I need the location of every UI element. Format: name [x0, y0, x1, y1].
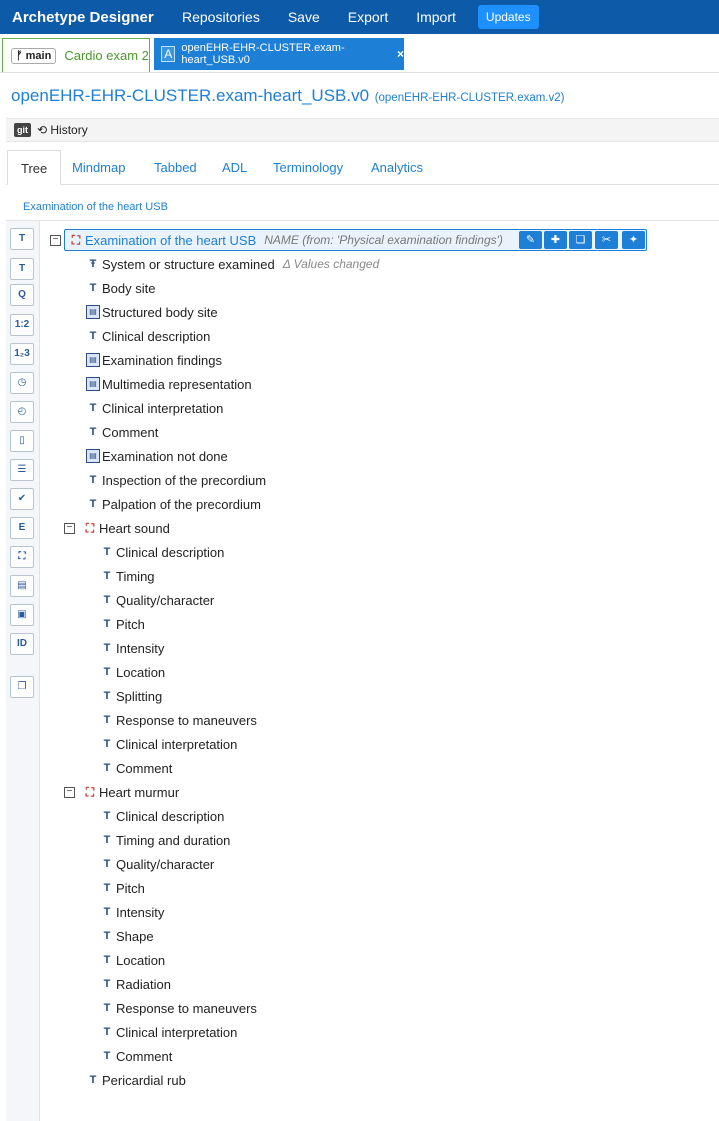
paste-icon: ❐	[17, 681, 27, 692]
proportion-icon: 1:2	[14, 319, 30, 330]
tree-item-label: Radiation	[116, 976, 171, 992]
tree-item[interactable]	[86, 422, 158, 442]
tree-item-label: Examination findings	[102, 352, 222, 368]
cluster-icon: ⛶	[71, 233, 81, 247]
text-icon: T	[103, 714, 111, 726]
tree-item-label: Examination not done	[102, 448, 228, 464]
quantity-icon: Q	[18, 289, 26, 300]
tree-item[interactable]	[100, 758, 172, 778]
text-icon: T	[103, 1050, 111, 1062]
text-icon: T	[103, 762, 111, 774]
repository-name: Cardio exam 2	[64, 48, 149, 63]
tree-item-label: System or structure examined	[102, 256, 275, 272]
multimedia-button[interactable]	[10, 604, 34, 626]
archetype-id: openEHR-EHR-CLUSTER.exam-heart_USB.v0	[11, 86, 370, 105]
tree-item[interactable]	[100, 710, 257, 730]
text-icon: T	[103, 882, 111, 894]
values-changed-note: Δ Values changed	[282, 257, 380, 271]
slot-icon: ▤	[86, 305, 100, 319]
datetime-button[interactable]	[10, 372, 34, 394]
tree-item-label: Inspection of the precordium	[102, 472, 267, 488]
tab-tabbed[interactable]: Tabbed	[154, 160, 197, 175]
tree-root[interactable]	[50, 230, 503, 250]
duration-button[interactable]	[10, 401, 34, 423]
slot-icon: ▤	[86, 377, 100, 391]
nav-repositories[interactable]: Repositories	[182, 9, 260, 25]
root-label: Examination of the heart USB	[85, 232, 257, 248]
tree-item[interactable]	[86, 254, 379, 274]
tree-item[interactable]	[100, 734, 237, 754]
e-icon: E	[18, 522, 26, 533]
tree-item[interactable]	[100, 1046, 172, 1066]
tree-item-label: Body site	[102, 280, 156, 296]
document-icon: ▯	[19, 435, 25, 446]
add-icon[interactable]: ✚	[544, 231, 567, 249]
slot-icon: ▤	[86, 449, 100, 463]
text-coded-icon: Ŧ	[89, 258, 97, 270]
ordinal-icon: 1₂3	[14, 348, 30, 359]
tree-item-label: Intensity	[116, 640, 165, 656]
tree-cluster-heart-murmur[interactable]	[64, 782, 179, 802]
text-icon: T	[103, 594, 111, 606]
cluster-label: Heart sound	[99, 520, 170, 536]
tree-item-label: Intensity	[116, 904, 165, 920]
root-annotation: NAME (from: 'Physical examination findings')	[264, 233, 503, 247]
text-icon: T	[103, 906, 111, 918]
text-icon: T	[103, 570, 111, 582]
archetype-type-icon: A	[161, 46, 175, 62]
tree-item-label: Clinical description	[102, 328, 211, 344]
tree-item-label: Pitch	[116, 616, 145, 632]
slot-button[interactable]	[10, 575, 34, 597]
text-icon: T	[103, 954, 111, 966]
tree-item-label: Timing and duration	[116, 832, 231, 848]
cut-icon[interactable]: ✂	[595, 231, 618, 249]
paste-button[interactable]	[10, 676, 34, 698]
tree-item-label: Location	[116, 664, 166, 680]
check-cross-icon: ✔	[17, 493, 27, 504]
tree-item-label: Location	[116, 952, 166, 968]
text-icon: T	[103, 858, 111, 870]
tree-item[interactable]	[86, 446, 228, 466]
tree-item-label: Clinical interpretation	[102, 400, 224, 416]
tree-item-label: Pericardial rub	[102, 1072, 186, 1088]
collapse-icon[interactable]: −	[64, 787, 75, 798]
tree-item-label: Structured body site	[102, 304, 218, 320]
tree-item[interactable]	[86, 1070, 186, 1090]
id-icon: ID	[17, 638, 27, 649]
tree-item-label: Splitting	[116, 688, 163, 704]
text-icon: T	[103, 546, 111, 558]
tree-item[interactable]	[100, 542, 224, 562]
magic-wand-icon[interactable]: ✦	[622, 231, 645, 249]
text-icon: T	[89, 498, 97, 510]
tree-item[interactable]	[100, 638, 164, 658]
tree-cluster-heart-sound[interactable]	[64, 518, 170, 538]
tree-item[interactable]	[100, 806, 224, 826]
text-icon: T	[103, 930, 111, 942]
tree-item-label: Multimedia representation	[102, 376, 252, 392]
text-element-button[interactable]	[10, 228, 34, 250]
count-button[interactable]	[10, 430, 34, 452]
tree-item-label: Timing	[116, 568, 155, 584]
tree-item[interactable]	[86, 350, 222, 370]
tree-item[interactable]	[100, 902, 164, 922]
nav-import[interactable]: Import	[416, 9, 456, 25]
tree-item[interactable]	[100, 878, 145, 898]
tree-item-label: Shape	[116, 928, 154, 944]
tree-item[interactable]	[100, 830, 230, 850]
tab-tree[interactable]: Tree	[7, 150, 61, 185]
view-tabs	[6, 150, 719, 185]
tree-item[interactable]	[86, 374, 252, 394]
collapse-icon[interactable]: −	[64, 523, 75, 534]
top-navbar	[0, 0, 719, 34]
git-bar	[6, 118, 719, 142]
copy-icon[interactable]: ❏	[569, 231, 592, 249]
tree-item[interactable]	[100, 1022, 237, 1042]
proportion-button[interactable]	[10, 314, 34, 336]
choice-button[interactable]	[10, 459, 34, 481]
text-icon: T	[103, 666, 111, 678]
text-icon: T	[89, 282, 97, 294]
cluster-icon: ⛶	[85, 521, 95, 535]
coded-text-icon: T	[18, 263, 26, 274]
tree-item-label: Response to maneuvers	[116, 1000, 257, 1016]
updates-button[interactable]: Updates	[478, 5, 539, 29]
coded-text-button[interactable]	[10, 258, 34, 280]
tree-item[interactable]	[100, 998, 257, 1018]
archetype-tab[interactable]	[154, 38, 404, 70]
tree-item[interactable]	[86, 326, 210, 346]
slot-icon: ▤	[17, 580, 27, 591]
boolean-button[interactable]	[10, 488, 34, 510]
tree-item-label: Clinical description	[116, 808, 225, 824]
identifier-button[interactable]	[10, 633, 34, 655]
text-icon: T	[103, 1026, 111, 1038]
tab-mindmap[interactable]: Mindmap	[72, 160, 126, 175]
tab-analytics[interactable]: Analytics	[371, 160, 424, 175]
calendar-clock-icon: ◷	[17, 377, 27, 388]
tree-item[interactable]	[100, 974, 171, 994]
divider	[6, 220, 719, 221]
branch-label: main	[25, 49, 52, 62]
cluster-icon: ⛶	[85, 785, 95, 799]
nav-save[interactable]: Save	[287, 9, 320, 25]
tree-item[interactable]	[86, 470, 266, 490]
branch-badge[interactable]: ᚠ main	[11, 48, 56, 64]
text-icon: T	[89, 474, 97, 486]
close-icon[interactable]: ×	[396, 47, 404, 61]
tree-item-label: Pitch	[116, 880, 145, 896]
tab-adl[interactable]: ADL	[222, 160, 248, 175]
text-icon: T	[89, 1074, 97, 1086]
ehr-uri-button[interactable]	[10, 517, 34, 539]
tree-item[interactable]	[100, 614, 145, 634]
text-icon: T	[89, 330, 97, 342]
cluster-button[interactable]	[10, 546, 34, 568]
tree-item[interactable]	[86, 398, 223, 418]
tree-item[interactable]	[100, 926, 154, 946]
parent-archetype-id[interactable]: (openEHR-EHR-CLUSTER.exam.v2)	[374, 92, 565, 104]
repository-tab[interactable]	[2, 38, 150, 72]
text-icon: T	[103, 1002, 111, 1014]
clock-icon: ◴	[17, 406, 27, 417]
editor-tabs	[0, 37, 719, 73]
element-toolbar	[6, 221, 40, 1121]
git-icon[interactable]: git	[14, 123, 31, 137]
tree-item-label: Quality/character	[116, 856, 215, 872]
archetype-tab-label: openEHR-EHR-CLUSTER.exam-heart_USB.v0	[181, 42, 345, 66]
text-icon: T	[103, 642, 111, 654]
list-icon: ☰	[17, 464, 27, 475]
tree-item[interactable]	[86, 278, 155, 298]
text-icon: T	[89, 426, 97, 438]
text-icon: T	[103, 834, 111, 846]
text-icon: T	[103, 618, 111, 630]
tree-item[interactable]	[86, 302, 218, 322]
tree-item-label: Clinical interpretation	[116, 736, 238, 752]
tree-item-label: Comment	[116, 1048, 173, 1064]
text-icon: T	[103, 690, 111, 702]
tab-terminology[interactable]: Terminology	[273, 160, 344, 175]
edit-icon[interactable]: ✎	[519, 231, 542, 249]
tree-item[interactable]	[100, 662, 165, 682]
nav-export[interactable]: Export	[347, 9, 389, 25]
page-title	[11, 86, 564, 106]
tree-item-label: Comment	[102, 424, 159, 440]
text-icon: T	[18, 233, 26, 244]
text-icon: T	[103, 810, 111, 822]
tree-item-label: Comment	[116, 760, 173, 776]
tree-item[interactable]	[100, 566, 155, 586]
quantity-button[interactable]	[10, 284, 34, 306]
history-label: History	[50, 123, 88, 137]
tree-item[interactable]	[100, 590, 214, 610]
tree-item-label: Clinical description	[116, 544, 225, 560]
history-button[interactable]: ⟲ History	[37, 123, 88, 137]
tree-item-label: Quality/character	[116, 592, 215, 608]
cluster-icon: ⛶	[18, 551, 26, 562]
tree-item[interactable]	[100, 686, 162, 706]
collapse-icon[interactable]: −	[50, 235, 61, 246]
tree-item[interactable]	[100, 950, 165, 970]
ordinal-button[interactable]	[10, 343, 34, 365]
tree-item[interactable]	[100, 854, 214, 874]
tree-item-label: Response to maneuvers	[116, 712, 257, 728]
text-icon: T	[103, 738, 111, 750]
tree-item[interactable]	[86, 494, 261, 514]
tree-item-label: Clinical interpretation	[116, 1024, 238, 1040]
multimedia-icon: ▣	[17, 609, 27, 620]
breadcrumb[interactable]: Examination of the heart USB	[23, 201, 168, 213]
cluster-label: Heart murmur	[99, 784, 180, 800]
tree-item-label: Palpation of the precordium	[102, 496, 261, 512]
app-brand[interactable]: Archetype Designer	[12, 8, 154, 26]
text-icon: T	[103, 978, 111, 990]
slot-icon: ▤	[86, 353, 100, 367]
text-icon: T	[89, 402, 97, 414]
